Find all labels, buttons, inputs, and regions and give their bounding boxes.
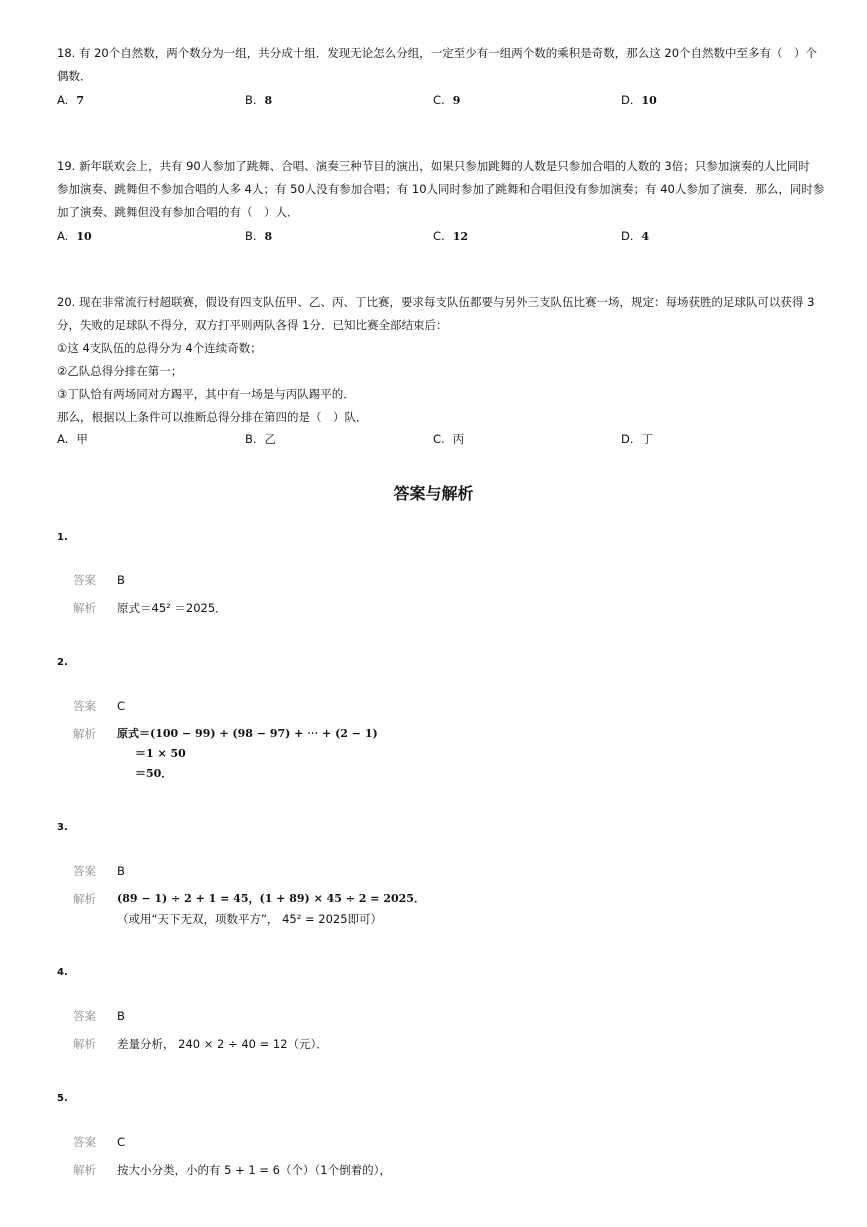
- option-letter: B.: [245, 93, 257, 107]
- section-title: 答案与解析: [393, 484, 474, 503]
- question-20-option-d: [621, 432, 653, 446]
- answer-3-number: 3.: [57, 822, 68, 833]
- question-20-line-6: 那么，根据以上条件可以推断总得分排在第四的是（ ）队．: [57, 410, 368, 424]
- answer-4-value: B: [117, 1009, 125, 1023]
- question-20-line-5: ③丁队恰有两场同对方踢平，其中有一场是与丙队踢平的．: [57, 387, 355, 401]
- answer-2-analysis-line-1: 原式＝(100 − 99) + (98 − 97) + ⋯ + (2 − 1): [117, 727, 378, 740]
- question-20-option-a: [57, 432, 88, 446]
- option-letter: A.: [57, 93, 69, 107]
- analysis-label: 解析: [73, 601, 96, 615]
- option-value: 丙: [452, 432, 465, 446]
- answer-label: 答案: [73, 1135, 96, 1149]
- answer-5-value: C: [117, 1135, 126, 1149]
- answer-2-number: 2.: [57, 657, 68, 668]
- answer-1-number: 1.: [57, 532, 68, 543]
- question-18-option-a: [57, 93, 84, 108]
- option-letter: D.: [621, 432, 634, 446]
- question-18-line-2: 偶数．: [57, 69, 92, 83]
- question-20-option-b: [245, 432, 276, 446]
- option-value: 9: [452, 94, 461, 107]
- option-letter: C.: [433, 93, 445, 107]
- answer-3-value: B: [117, 864, 125, 878]
- question-19-option-a: [57, 229, 92, 244]
- option-letter: D.: [621, 93, 634, 107]
- option-value: 8: [264, 94, 273, 107]
- option-value: 12: [452, 230, 468, 243]
- option-letter: A.: [57, 432, 69, 446]
- answer-label: 答案: [73, 699, 96, 713]
- option-value: 丁: [641, 432, 654, 446]
- answer-5-number: 5.: [57, 1093, 68, 1104]
- question-18-option-c: [433, 93, 460, 108]
- question-19-option-b: [245, 229, 272, 244]
- answer-3-analysis-line-1: (89 − 1) ÷ 2 + 1 = 45，(1 + 89) × 45 ÷ 2 = 2025．: [117, 892, 425, 905]
- question-18-line-1: 18. 有 20个自然数，两个数分为一组，共分成十组．发现无论怎么分组，一定至少有一组两个数的乘积是奇数，那么这 20个自然数中至多有（ ）个: [57, 46, 818, 60]
- option-value: 乙: [264, 432, 277, 446]
- option-value: 甲: [76, 432, 88, 446]
- answer-1-analysis-line-1: 原式＝45² ＝2025．: [117, 601, 227, 615]
- answer-2-analysis-line-2: ＝1 × 50: [135, 747, 186, 760]
- answer-1-value: B: [117, 573, 125, 587]
- answer-2-value: C: [117, 699, 126, 713]
- question-19-line-3: 加了演奏、跳舞但没有参加合唱的有（ ）人．: [57, 205, 299, 219]
- analysis-label: 解析: [73, 892, 96, 906]
- answer-label: 答案: [73, 1009, 96, 1023]
- answer-5-analysis-line-1: 按大小分类，小的有 5 + 1 = 6（个）（1个倒着的），: [117, 1163, 391, 1177]
- question-19-option-d: [621, 229, 649, 244]
- option-letter: A.: [57, 229, 69, 243]
- answer-label: 答案: [73, 573, 96, 587]
- question-18-option-d: [621, 93, 657, 108]
- option-value: 10: [76, 230, 92, 243]
- question-18-option-b: [245, 93, 272, 108]
- option-letter: C.: [433, 229, 445, 243]
- question-19-option-c: [433, 229, 468, 244]
- answer-label: 答案: [73, 864, 96, 878]
- option-letter: B.: [245, 229, 257, 243]
- analysis-label: 解析: [73, 1037, 96, 1051]
- question-20-line-4: ②乙队总得分排在第一；: [57, 364, 183, 378]
- question-20-line-1: 20. 现在非常流行村超联赛，假设有四支队伍甲、乙、丙、丁比赛，要求每支队伍都要与另外三支队伍比赛一场，规定：每场获胜的足球队可以获得 3: [57, 295, 815, 309]
- option-letter: C.: [433, 432, 445, 446]
- option-value: 8: [264, 230, 273, 243]
- question-20-option-c: [433, 432, 464, 446]
- question-20-line-2: 分，失败的足球队不得分，双方打平则两队各得 1分．已知比赛全部结束后：: [57, 318, 448, 332]
- option-value: 7: [76, 94, 84, 107]
- option-letter: D.: [621, 229, 634, 243]
- question-19-line-1: 19. 新年联欢会上，共有 90人参加了跳舞、合唱、演奏三种节目的演出，如果只参加跳舞的人数是只参加合唱的人数的 3倍；只参加演奏的人比同时: [57, 159, 810, 173]
- answer-3-analysis-line-2: （或用“天下无双，项数平方”， 45² = 2025即可）: [117, 912, 383, 926]
- question-20-line-3: ①这 4支队伍的总得分为 4个连续奇数；: [57, 341, 262, 355]
- option-value: 10: [641, 94, 657, 107]
- analysis-label: 解析: [73, 1163, 96, 1177]
- option-letter: B.: [245, 432, 257, 446]
- answer-4-analysis-line-1: 差量分析， 240 × 2 ÷ 40 = 12（元）．: [117, 1037, 328, 1051]
- answer-2-analysis-line-3: ＝50．: [135, 767, 173, 780]
- analysis-label: 解析: [73, 727, 96, 741]
- question-19-line-2: 参加演奏、跳舞但不参加合唱的人多 4人；有 50人没有参加合唱；有 10人同时参加了跳舞和合唱但没有参加演奏；有 40人参加了演奏．那么，同时参: [57, 182, 825, 196]
- option-value: 4: [641, 230, 650, 243]
- answer-4-number: 4.: [57, 967, 68, 978]
